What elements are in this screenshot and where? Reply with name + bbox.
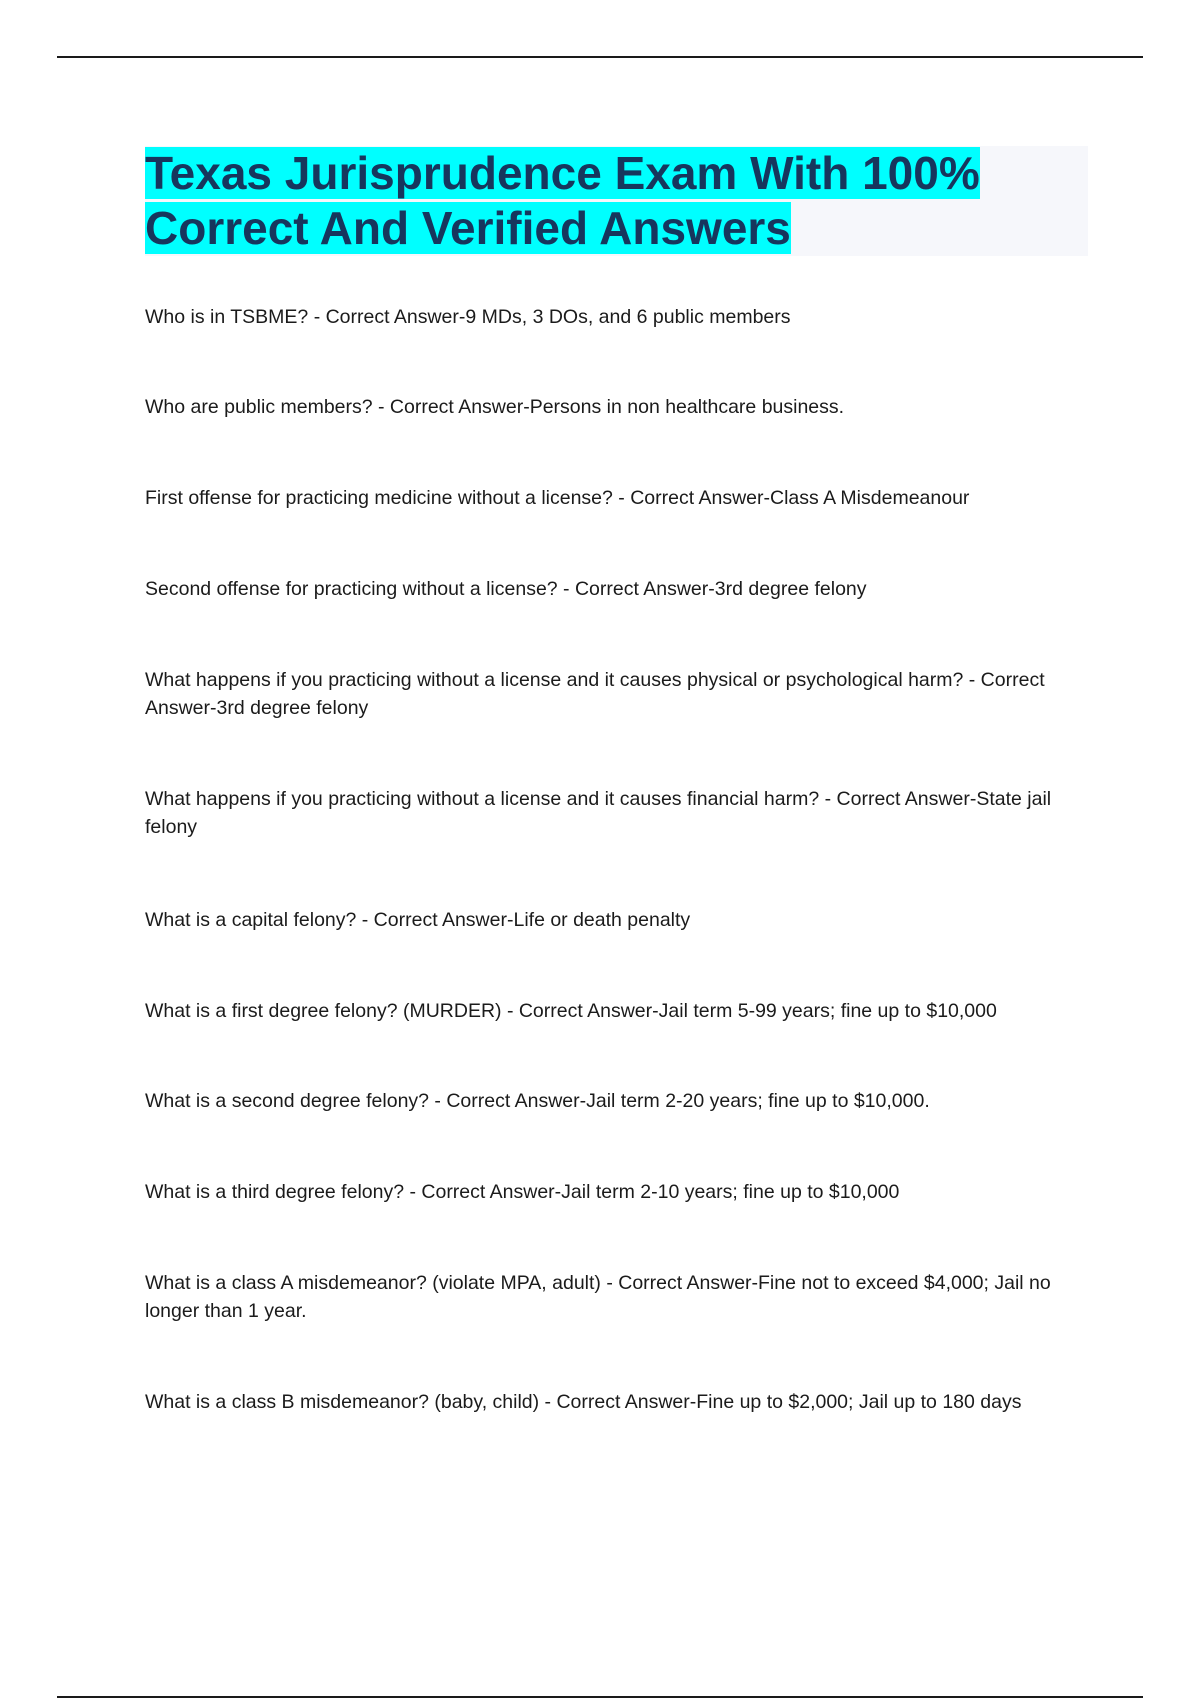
qa-item: Who are public members? - Correct Answer-Persons in non healthcare business.	[145, 396, 845, 418]
qa-item: What happens if you practicing without a license and it causes physical or psychological harm? - Correct Answer-3rd degree felony	[145, 669, 1045, 719]
qa-item: What is a capital felony? - Correct Answer-Life or death penalty	[145, 909, 691, 931]
qa-item: Who is in TSBME? - Correct Answer-9 MDs, 3 DOs, and 6 public members	[145, 306, 791, 328]
title-highlight: Texas Jurisprudence Exam With 100% Correct And Verified Answers	[145, 147, 980, 254]
page-title	[145, 146, 1088, 256]
qa-item: What happens if you practicing without a license and it causes financial harm? - Correct Answer-State jail felony	[145, 788, 1052, 838]
title-block	[145, 146, 1088, 256]
qa-item: What is a third degree felony? - Correct Answer-Jail term 2-10 years; fine up to $10,000	[145, 1181, 900, 1203]
top-divider	[57, 56, 1143, 58]
qa-item: First offense for practicing medicine without a license? - Correct Answer-Class A Misdemeanour	[145, 487, 970, 509]
qa-item: What is a class B misdemeanor? (baby, child) - Correct Answer-Fine up to $2,000; Jail up to 180 days	[145, 1391, 1022, 1413]
qa-item: What is a class A misdemeanor? (violate MPA, adult) - Correct Answer-Fine not to exceed $4,000; Jail no longer than 1 year.	[145, 1272, 1051, 1322]
qa-item: What is a second degree felony? - Correct Answer-Jail term 2-20 years; fine up to $10,000.	[145, 1090, 930, 1112]
bottom-divider	[57, 1696, 1143, 1698]
qa-item: What is a first degree felony? (MURDER) - Correct Answer-Jail term 5-99 years; fine up to $10,000	[145, 1000, 997, 1022]
qa-item: Second offense for practicing without a license? - Correct Answer-3rd degree felony	[145, 578, 867, 600]
